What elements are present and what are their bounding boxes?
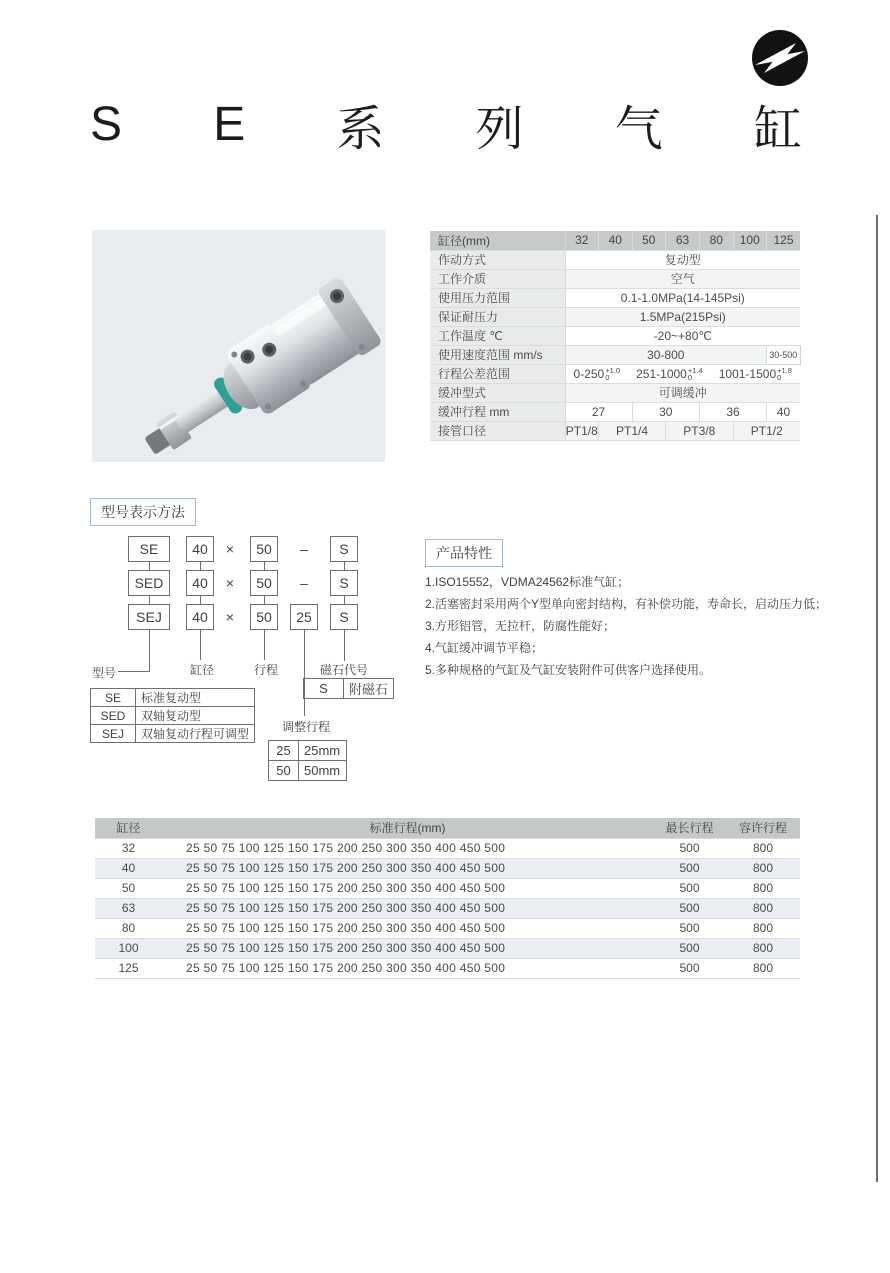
column-header-standard-stroke: 标准行程(mm) [162,818,653,838]
bore-cell: 63 [95,898,162,918]
spec-row-value: 0.1-1.0MPa(14-145Psi) [565,288,800,307]
connector-line [344,562,345,570]
leader-line-model [149,630,150,671]
column-header-max-stroke: 最长行程 [653,818,726,838]
magnet-row [304,679,394,699]
times-symbol: × [225,609,235,625]
magnet-box: S [330,570,358,596]
cushion-stroke-value: 36 [700,402,767,421]
feature-item: 4.气缸缓冲调节平稳； [425,641,544,655]
strokes-cell: 25 50 75 100 125 150 175 200 250 300 350 400 450 500 [162,898,653,918]
stroke-row [95,858,800,878]
allowable-stroke-cell: 800 [726,938,800,958]
spec-row-label: 使用压力范围 [430,288,565,307]
port-size-value: PT3/8 [666,421,734,440]
model-type-table [90,688,255,743]
max-stroke-cell: 500 [653,898,726,918]
spec-row-label: 接管口径 [430,421,565,440]
column-header-allowable-stroke: 容许行程 [726,818,800,838]
standard-stroke-table [95,818,800,979]
stroke-box: 50 [250,570,278,596]
stroke-row [95,938,800,958]
spec-row-port-size [430,421,800,440]
type-code: SED [91,707,136,725]
title-char: 列 [475,102,524,156]
spec-row-value: 1.5MPa(215Psi) [565,307,800,326]
bore-cell: 125 [95,958,162,978]
feature-item: 3.方形铝管，无拉杆，防腐性能好； [425,619,616,633]
spec-row-action-type [430,250,800,269]
connector-line [344,596,345,604]
bore-cell: 80 [95,918,162,938]
magnet-legend-table [303,678,394,699]
stroke-row [95,898,800,918]
tolerance-lower: 0 [687,372,693,382]
bore-column-header: 50 [632,231,666,250]
label-bore: 缸径 [190,663,215,677]
spec-row-label: 作动方式 [430,250,565,269]
page-edge-rule [876,215,878,1182]
allowable-stroke-cell: 800 [726,918,800,938]
tolerance-value [636,367,703,381]
max-stroke-cell: 500 [653,878,726,898]
spec-row-label: 缓冲行程 mm [430,402,565,421]
brand-logo [750,28,810,88]
dash-symbol: – [300,575,308,591]
strokes-cell: 25 50 75 100 125 150 175 200 250 300 350 400 450 500 [162,938,653,958]
bore-column-header: 32 [565,231,599,250]
spec-row-temperature [430,326,800,345]
tolerance-lower: 0 [605,372,610,382]
connector-line [264,562,265,570]
spec-row-speed-range [430,345,800,364]
cushion-stroke-value: 40 [767,402,801,421]
type-row [91,725,255,743]
model-box: SED [128,570,170,596]
tolerance-value [574,367,621,381]
times-symbol: × [225,541,235,557]
stroke-box: 50 [250,536,278,562]
allowable-stroke-cell: 800 [726,838,800,858]
product-features-list [425,571,828,681]
spec-table [430,231,801,441]
magnet-box: S [330,604,358,630]
bore-column-header: 80 [700,231,734,250]
strokes-cell: 25 50 75 100 125 150 175 200 250 300 350 400 450 500 [162,958,653,978]
type-desc: 标准复动型 [136,689,255,707]
max-stroke-cell: 500 [653,918,726,938]
stroke-row [95,838,800,858]
adjust-stroke-box: 25 [290,604,318,630]
adjust-code: 25 [269,741,299,761]
connector-line [264,596,265,604]
bore-box: 40 [186,536,214,562]
bore-box: 40 [186,604,214,630]
type-code: SEJ [91,725,136,743]
magnet-box: S [330,536,358,562]
tolerance-limits [688,367,703,381]
adjust-code: 50 [269,761,299,781]
connector-line [200,596,201,604]
section-header-product-features: 产品特性 [425,539,503,567]
tolerance-upper: +1.8 [777,365,792,375]
max-stroke-cell: 500 [653,858,726,878]
adjust-desc: 50mm [299,761,347,781]
spec-row-label: 缓冲型式 [430,383,565,402]
spec-row-stroke-tolerance [430,364,800,383]
tolerance-upper: +1.4 [687,365,703,375]
strokes-cell: 25 50 75 100 125 150 175 200 250 300 350 400 450 500 [162,918,653,938]
allowable-stroke-cell: 800 [726,898,800,918]
page-title [90,96,802,156]
magnet-code: S [304,679,344,699]
cushion-stroke-value: 30 [632,402,700,421]
bore-column-header: 125 [767,231,801,250]
spec-row-label: 工作介质 [430,269,565,288]
tolerance-upper: +1.0 [605,365,621,375]
tolerance-value [719,367,792,381]
product-image-cylinder [92,230,385,462]
leader-line-bore [200,630,201,660]
column-header-bore: 缸径 [95,818,162,838]
stroke-row [95,918,800,938]
type-desc: 双轴复动型 [136,707,255,725]
spec-row-value: 30-800 [565,345,767,364]
label-model: 型号 [92,666,117,680]
spec-row-cushion-type [430,383,800,402]
bore-column-header: 100 [733,231,767,250]
allowable-stroke-cell: 800 [726,878,800,898]
tolerance-lower: 0 [777,372,782,382]
tolerance-range: 1001-1500 [718,366,777,381]
port-size-value: PT1/8 [565,421,599,440]
type-desc: 双轴复动行程可调型 [136,725,255,743]
bore-cell: 40 [95,858,162,878]
leader-line-stroke [264,630,265,660]
label-stroke: 行程 [254,663,279,677]
spec-row-medium [430,269,800,288]
adjust-desc: 25mm [299,741,347,761]
type-code: SE [91,689,136,707]
max-stroke-cell: 500 [653,938,726,958]
spec-row-label: 行程公差范围 [430,364,565,383]
spec-row-pressure-range [430,288,800,307]
strokes-cell: 25 50 75 100 125 150 175 200 250 300 350 400 450 500 [162,838,653,858]
spec-header-label: 缸径(mm) [430,231,565,250]
connector-line [149,596,150,604]
strokes-cell: 25 50 75 100 125 150 175 200 250 300 350 400 450 500 [162,878,653,898]
connector-line [149,562,150,570]
tolerance-limits [605,367,620,381]
section-header-model-designation: 型号表示方法 [90,498,196,526]
leader-line-adjust [304,630,305,716]
bore-column-header: 40 [599,231,633,250]
lightning-bolt-icon [750,28,810,88]
bore-cell: 100 [95,938,162,958]
spec-row-value: -20~+80℃ [565,326,800,345]
type-row [91,707,255,725]
bore-cell: 32 [95,838,162,858]
cushion-stroke-value: 27 [565,402,632,421]
title-char: 缸 [753,102,802,156]
title-char: 气 [614,102,663,156]
stroke-table-header [95,818,800,838]
tolerance-limits [777,367,792,381]
stroke-box: 50 [250,604,278,630]
spec-row-label: 工作温度 ℃ [430,326,565,345]
feature-item: 2.活塞密封采用两个Y型单向密封结构，有补偿功能，寿命长，启动压力低； [425,597,828,611]
tolerance-range: 251-1000 [636,366,687,381]
connector-line [200,562,201,570]
title-char: 系 [336,102,385,156]
stroke-row [95,958,800,978]
max-stroke-cell: 500 [653,958,726,978]
label-adjust-stroke: 调整行程 [282,720,331,734]
bore-cell: 50 [95,878,162,898]
adjust-row [269,741,347,761]
adjust-row [269,761,347,781]
spec-row-value: 复动型 [565,250,800,269]
adjust-stroke-table [268,740,347,781]
model-box: SE [128,536,170,562]
times-symbol: × [225,575,235,591]
feature-item: 1.ISO15552，VDMA24562标准气缸； [425,575,630,589]
spec-header-row [430,231,800,250]
spec-row-cushion-stroke [430,402,800,421]
stroke-row [95,878,800,898]
spec-row-value-last: 30-500 [767,345,801,364]
spec-row-proof-pressure [430,307,800,326]
title-char: E [213,97,246,151]
magnet-desc: 附磁石 [344,679,394,699]
allowable-stroke-cell: 800 [726,958,800,978]
model-box: SEJ [128,604,170,630]
spec-row-value: 空气 [565,269,800,288]
title-char: S [90,97,123,151]
spec-row-label: 使用速度范围 mm/s [430,345,565,364]
dash-symbol: – [300,541,308,557]
spec-row-tolerances [565,364,800,383]
type-row [91,689,255,707]
spec-row-value: 可调缓冲 [565,383,800,402]
model-designation-diagram [90,530,420,805]
port-size-value: PT1/2 [733,421,800,440]
max-stroke-cell: 500 [653,838,726,858]
label-magnet: 磁石代号 [320,663,369,677]
tolerance-range: 0-250 [573,366,605,381]
strokes-cell: 25 50 75 100 125 150 175 200 250 300 350 400 450 500 [162,858,653,878]
spec-row-label: 保证耐压力 [430,307,565,326]
allowable-stroke-cell: 800 [726,858,800,878]
feature-item: 5.多种规格的气缸及气缸安装附件可供客户选择使用。 [425,663,712,677]
port-size-value: PT1/4 [599,421,666,440]
leader-line-model [116,671,150,672]
bore-box: 40 [186,570,214,596]
bore-column-header: 63 [666,231,700,250]
